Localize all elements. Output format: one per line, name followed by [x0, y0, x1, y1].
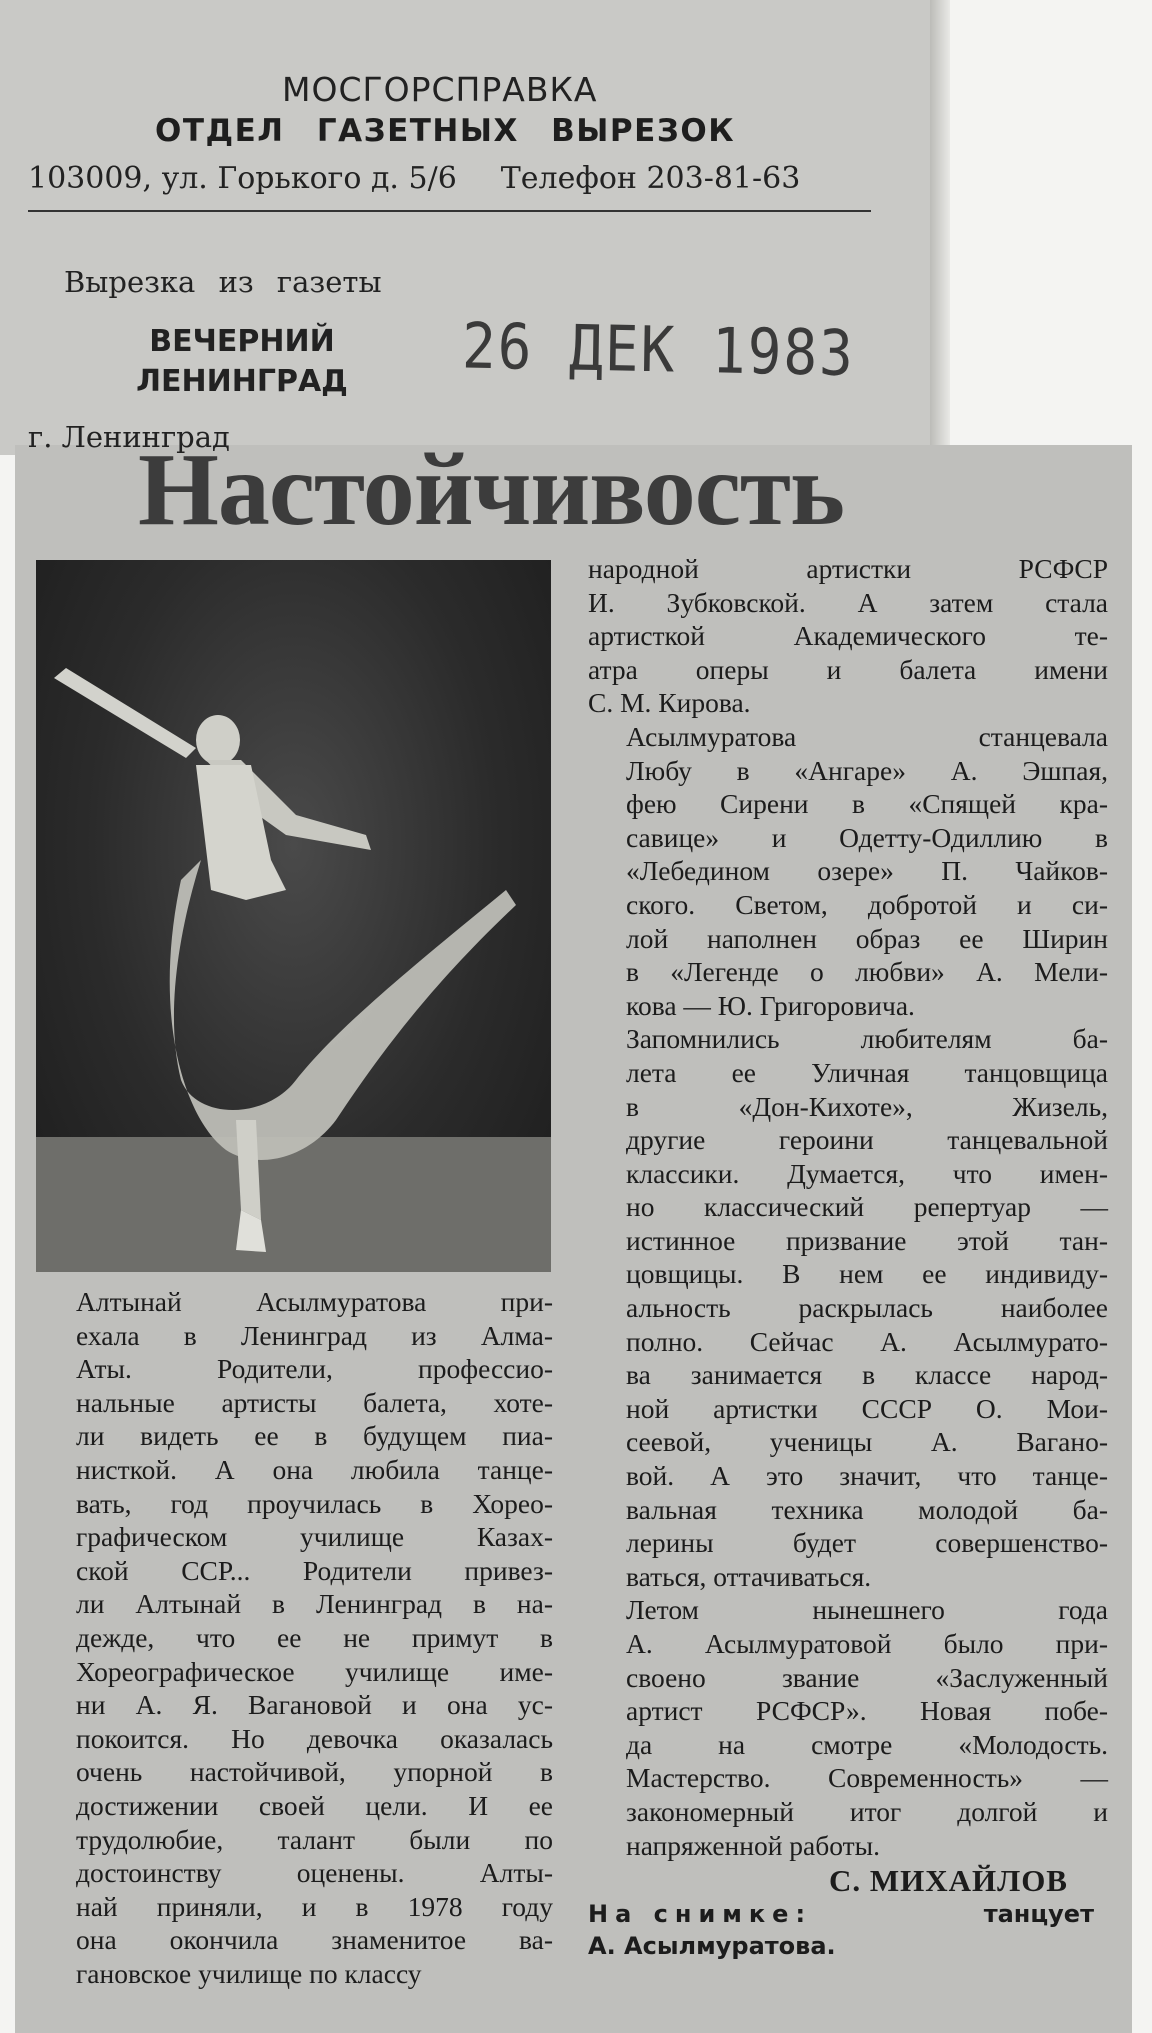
right-paragraph-3	[588, 1022, 1108, 1593]
article-line: закономерный итог долгой и	[626, 1795, 1108, 1827]
article-line: лета ее Уличная танцовщица	[626, 1056, 1108, 1088]
caption-line2: А. Асылмуратова.	[588, 1931, 836, 1960]
article-line: да на смотре «Молодость.	[626, 1728, 1108, 1760]
article-line: лерины будет совершенство-	[626, 1527, 1108, 1559]
dancer-figure	[36, 560, 551, 1272]
article-line: Алтынай Асылмуратова при-	[76, 1286, 553, 1317]
clipping-from-label: Вырезка из газеты	[64, 265, 382, 299]
newspaper-name-line1: ВЕЧЕРНИЙ	[149, 324, 335, 359]
newspaper-name-line2: ЛЕНИНГРАД	[136, 364, 348, 399]
article-line: «Лебедином озере» П. Чайков-	[626, 855, 1108, 887]
left-paragraph	[38, 1285, 553, 1990]
article-line: Асылмуратова станцевала	[626, 720, 1108, 752]
article-line: достижении своей цели. И ее	[76, 1789, 553, 1821]
article-line: Хореографическое училище име-	[76, 1655, 553, 1687]
article-author: С. МИХАЙЛОВ	[828, 1863, 1068, 1899]
article-line: дежде, что ее не примут в	[76, 1621, 553, 1653]
article-line: ехала в Ленинград из Алма-	[76, 1319, 553, 1351]
article-line: нисткой. А она любила танце-	[76, 1453, 553, 1485]
article-line: ли видеть ее в будущем пиа-	[76, 1420, 553, 1452]
article-line: цовщицы. В нем ее индивиду-	[626, 1258, 1108, 1290]
article-line: покоится. Но девочка оказалась	[76, 1722, 553, 1754]
phone: Телефон 203-81-63	[500, 161, 801, 196]
department-name: ОТДЕЛ ГАЗЕТНЫХ ВЫРЕЗОК	[155, 113, 736, 149]
article-headline: Настойчивость	[138, 432, 844, 547]
article-line: истинное призвание этой тан-	[626, 1224, 1108, 1256]
article-line: артисткой Академического те-	[588, 620, 1108, 652]
article-line: полно. Сейчас А. Асылмурато-	[626, 1325, 1108, 1357]
article-line: ни А. Я. Вагановой и она ус-	[76, 1689, 553, 1721]
article-line: в «Дон-Кихоте», Жизель,	[626, 1090, 1108, 1122]
article-line: своено звание «Заслуженный	[626, 1661, 1108, 1693]
caption-rest: танцует	[983, 1899, 1094, 1928]
ballerina-photo	[36, 560, 551, 1272]
article-line: лой наполнен образ ее Ширин	[626, 922, 1108, 954]
article-line: най приняли, и в 1978 году	[76, 1890, 553, 1922]
article-line: другие героини танцевальной	[626, 1124, 1108, 1156]
contact-line	[28, 161, 800, 196]
org-name: МОСГОРСПРАВКА	[282, 70, 598, 109]
article-line: ли Алтынай в Ленинград в на-	[76, 1588, 553, 1620]
article-line: А. Асылмуратовой было при-	[626, 1628, 1108, 1659]
article-line: вальная техника молодой ба-	[626, 1493, 1108, 1525]
article-line: Любу в «Ангаре» А. Эшпая,	[626, 754, 1108, 786]
article-line: И. Зубковской. А затем стала	[588, 586, 1108, 618]
newspaper-name	[112, 322, 372, 402]
article-column-left	[38, 1285, 553, 1990]
article-line: С. М. Кирова.	[588, 687, 751, 719]
article-line: очень настойчивой, упорной в	[76, 1756, 553, 1788]
article-line: напряженной работы.	[626, 1829, 880, 1861]
article-line: ной артистки СССР О. Мои-	[626, 1392, 1108, 1424]
address: 103009, ул. Горького д. 5/6	[28, 161, 457, 196]
photo-caption	[588, 1898, 1108, 1962]
article-line: но классический репертуар —	[626, 1191, 1108, 1223]
article-line: ской ССР... Родители привез-	[76, 1554, 553, 1586]
article-line: трудолюбие, талант были по	[76, 1823, 553, 1855]
article-line: графическом училище Казах-	[76, 1521, 553, 1553]
date-stamp: 26 ДЕК 1983	[461, 310, 856, 391]
slip-shadow	[930, 0, 950, 455]
article-line: Аты. Родители, профессио-	[76, 1353, 553, 1385]
article-line: сеевой, ученицы А. Вагано-	[626, 1426, 1108, 1458]
article-line: фею Сирени в «Спящей кра-	[626, 788, 1108, 820]
article-line: ского. Светом, добротой и си-	[626, 888, 1108, 920]
article-line: савице» и Одетту-Одиллию в	[626, 821, 1108, 853]
city-label: г. Ленинград	[28, 420, 230, 454]
header-divider	[28, 210, 871, 212]
article-line: классики. Думается, что имен-	[626, 1157, 1108, 1189]
article-line: артист РСФСР». Новая побе-	[626, 1695, 1108, 1727]
article-line: ва занимается в классе народ-	[626, 1359, 1108, 1391]
article-line: вой. А это значит, что танце-	[626, 1460, 1108, 1492]
right-paragraph-4	[588, 1593, 1108, 1862]
article-line: Запомнились любителям ба-	[626, 1023, 1108, 1055]
article-line: Летом нынешнего года	[626, 1594, 1108, 1626]
caption-prefix: На снимке:	[588, 1899, 813, 1928]
article-line: она окончила знаменитое ва-	[76, 1924, 553, 1956]
article-line: народной артистки РСФСР	[588, 553, 1108, 584]
article-line: ваться, оттачиваться.	[626, 1560, 872, 1592]
article-line: кова — Ю. Григоровича.	[626, 989, 915, 1021]
right-paragraph-2	[588, 720, 1108, 1022]
article-line: атра оперы и балета имени	[588, 653, 1108, 685]
article-line: достоинству оценены. Алты-	[76, 1857, 553, 1889]
article-line: вать, год проучилась в Хорео-	[76, 1487, 553, 1519]
article-line: Мастерство. Современность» —	[626, 1762, 1108, 1794]
right-paragraph-1	[588, 552, 1108, 720]
article-line: в «Легенде о любви» А. Мели-	[626, 956, 1108, 988]
article-line: гановское училище по классу	[76, 1957, 422, 1989]
article-line: нальные артисты балета, хоте-	[76, 1386, 553, 1418]
article-line: альность раскрылась наиболее	[626, 1292, 1108, 1324]
article-column-right	[588, 552, 1108, 1962]
